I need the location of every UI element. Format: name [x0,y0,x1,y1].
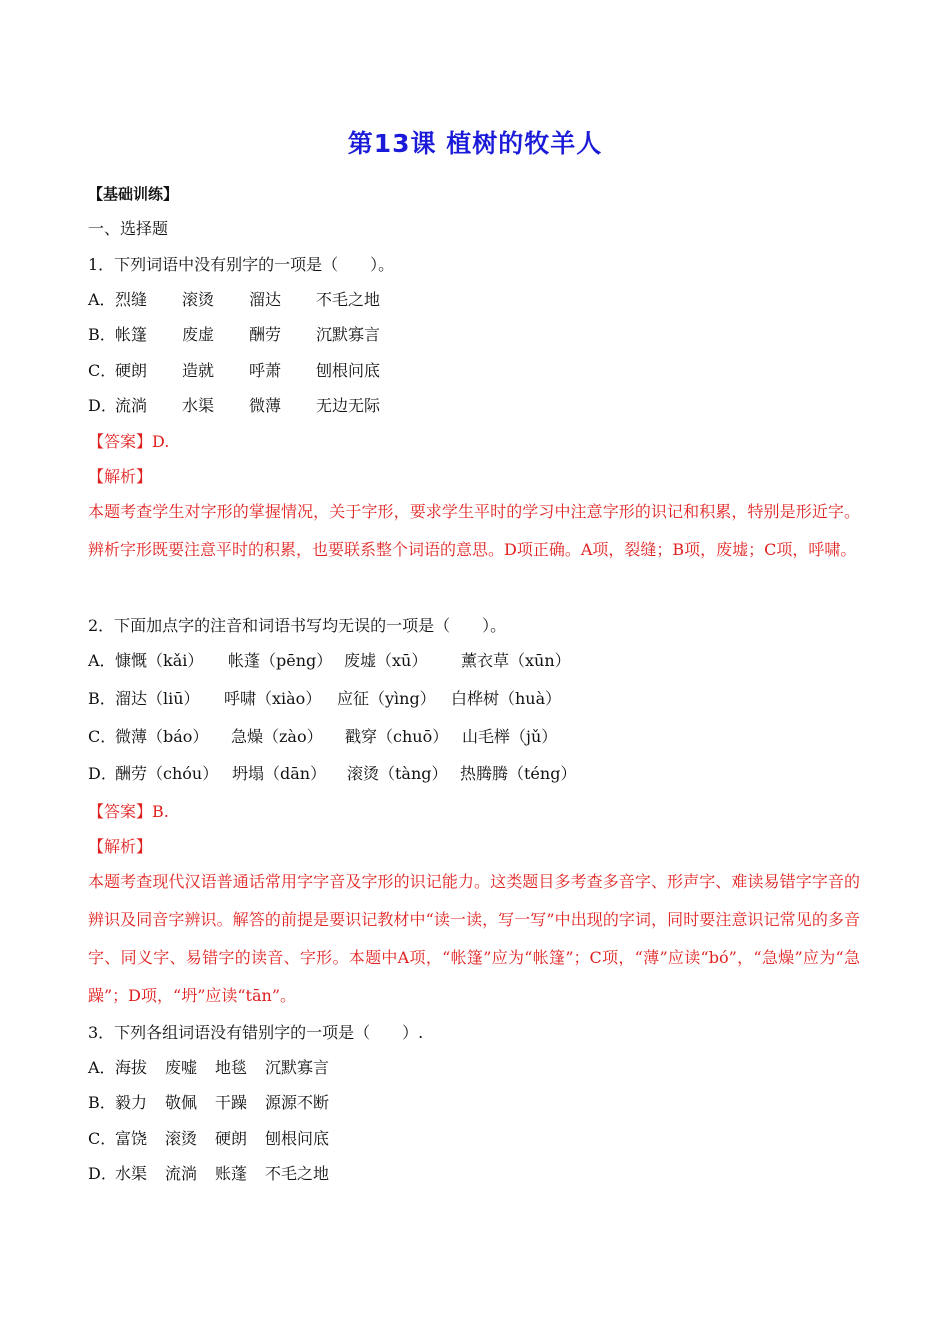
question-2-option-c [88,726,558,748]
question-2-stem: 2．下面加点字的注音和词语书写均无误的一项是（ ）。 [88,616,507,635]
option-item: 帐蓬（pēng） [228,651,333,670]
option-word: 刨根问底 [316,361,381,380]
page-title: 第13课 植树的牧羊人 [347,129,603,158]
option-item: 薰衣草（xūn） [461,651,571,670]
option-item: 应征（yìng） [337,689,436,708]
option-word: 敬佩 [165,1093,198,1112]
option-word: 不毛之地 [316,290,381,309]
option-item: 急燥（zào） [231,727,323,746]
option-label: A． [88,651,116,670]
option-word: 源源不断 [265,1093,330,1112]
question-3-option-b [88,1092,330,1114]
question-3-option-a [88,1057,330,1079]
option-label: B． [88,325,116,344]
question-1-answer: 【答案】D. [88,432,170,451]
option-word: 刨根问底 [265,1129,330,1148]
part-heading: 一、选择题 [88,219,169,238]
section-heading: 【基础训练】 [88,185,179,203]
option-item: 戳穿（chuō） [345,727,449,746]
option-word: 流淌 [115,396,148,415]
question-1-option-d [88,395,381,417]
option-word: 海拔 [115,1058,148,1077]
option-label: D． [88,764,117,783]
option-item: 溜达（liū） [115,689,200,708]
option-word: 废嘘 [165,1058,198,1077]
option-item: 热腾腾（téng） [460,764,577,783]
option-item: 慷慨（kǎi） [115,651,204,670]
option-item: 山毛榉（jǔ） [462,727,558,746]
option-word: 滚烫 [165,1129,198,1148]
option-word: 溜达 [249,290,282,309]
option-word: 水渠 [115,1164,148,1183]
question-1-option-a [88,289,381,311]
option-item: 酬劳（chóu） [115,764,219,783]
option-word: 硬朗 [115,361,148,380]
option-word: 滚烫 [182,290,215,309]
question-2-option-b [88,688,562,710]
option-word: 帐篷 [115,325,148,344]
option-label: C． [88,727,117,746]
option-word: 水渠 [182,396,215,415]
option-item: 废墟（xū） [344,651,428,670]
option-word: 沉默寡言 [265,1058,330,1077]
option-label: D． [88,396,117,415]
option-label: D． [88,1164,117,1183]
option-word: 酬劳 [249,325,282,344]
question-1-analysis-text: 本题考查学生对字形的掌握情况，关于字形，要求学生平时的学习中注意字形的识记和积累，特别是形近字。辨析字形既要注意平时的积累，也要联系整个词语的意思。D项正确。A项，裂缝；B项，废墟；C项，呼啸。 [88,502,860,559]
question-2-option-a [88,650,571,672]
option-word: 烈缝 [115,290,148,309]
option-item: 呼啸（xiào） [224,689,322,708]
option-item: 微薄（báo） [115,727,209,746]
question-1-stem: 1．下列词语中没有别字的一项是（ ）。 [88,255,395,274]
option-label: B． [88,689,116,708]
option-word: 地毯 [215,1058,248,1077]
option-item: 白桦树（huà） [451,689,562,708]
question-2-analysis-label: 【解析】 [88,837,153,856]
option-word: 富饶 [115,1129,148,1148]
option-word: 无边无际 [316,396,381,415]
option-word: 废虚 [182,325,215,344]
option-word: 微薄 [249,396,282,415]
question-2-analysis-text: 本题考查现代汉语普通话常用字字音及字形的识记能力。这类题目多考查多音字、形声字、难读易错字字音的辨识及同音字辨识。解答的前提是要识记教材中“读一读，写一写”中出现的字词，同时要注意识记常见的多音字、同义字、易错字的读音、字形。本题中A项，“帐篷”应为“帐篷”；C项，“薄”应读“bó”，“急燥”应为“急躁”；D项，“坍”应读“tān”。 [88,872,860,1005]
question-1-analysis-label: 【解析】 [88,467,153,486]
option-word: 造就 [182,361,215,380]
option-label: A． [88,290,116,309]
option-word: 呼萧 [249,361,282,380]
option-item: 坍塌（dān） [232,764,327,783]
question-2-option-d [88,763,577,785]
question-3-option-d [88,1163,330,1185]
option-label: B． [88,1093,116,1112]
question-3-stem: 3．下列各组词语没有错别字的一项是（ ）. [88,1023,424,1042]
option-label: C． [88,1129,117,1148]
option-word: 干躁 [215,1093,248,1112]
question-2-answer: 【答案】B. [88,802,169,821]
option-word: 账蓬 [215,1164,248,1183]
option-word: 不毛之地 [265,1164,330,1183]
question-3-option-c [88,1128,330,1150]
option-word: 毅力 [115,1093,148,1112]
option-word: 流淌 [165,1164,198,1183]
question-1-option-c [88,360,381,382]
option-word: 沉默寡言 [316,325,381,344]
question-1-option-b [88,324,381,346]
option-label: C． [88,361,117,380]
option-label: A． [88,1058,116,1077]
option-item: 滚烫（tàng） [347,764,448,783]
option-word: 硬朗 [215,1129,248,1148]
